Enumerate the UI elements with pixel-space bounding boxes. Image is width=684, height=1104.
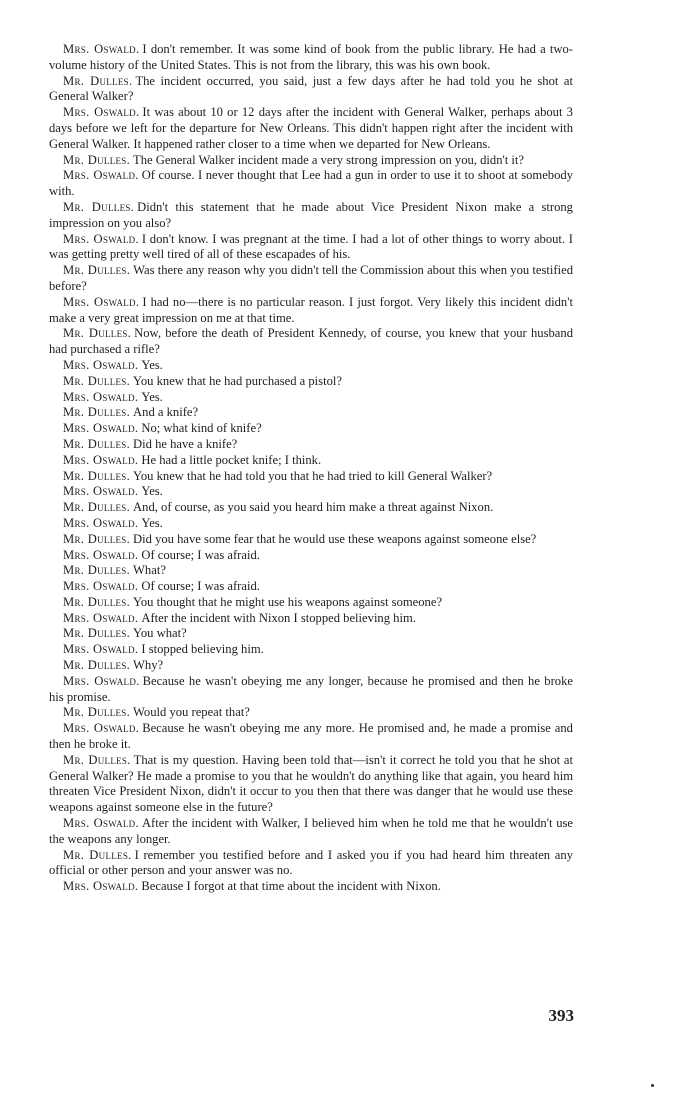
- speaker-name: Mr. Dulles.: [63, 847, 132, 862]
- speaker-name: Mr. Dulles.: [63, 705, 131, 720]
- speaker-name: Mr. Dulles.: [63, 373, 131, 388]
- statement-text: Because he wasn't obeying me any longer, because he promised and then he broke his promise.: [49, 673, 573, 704]
- statement-text: I don't know. I was pregnant at the time. I had a lot of other things to worry about. I was getting pretty well tired of all of these escapades of his.: [49, 231, 573, 262]
- testimony-paragraph: [49, 484, 573, 500]
- statement-text: Was there any reason why you didn't tell the Commission about this when you testified before?: [49, 263, 573, 293]
- statement-text: After the incident with Nixon I stopped believing him.: [141, 610, 416, 625]
- statement-text: Now, before the death of President Kennedy, of course, you knew that your husband had purchased a rifle?: [49, 326, 573, 357]
- speaker-name: Mrs. Oswald.: [63, 357, 139, 372]
- testimony-paragraph: [49, 816, 573, 848]
- statement-text: No; what kind of knife?: [141, 421, 262, 436]
- speaker-name: Mrs. Oswald.: [63, 816, 139, 831]
- testimony-paragraph: [49, 674, 573, 706]
- speaker-name: Mr. Dulles.: [63, 531, 131, 546]
- statement-text: That is my question. Having been told that—isn't it correct he told you that he shot at General Walker? He made a promise to you that he wouldn't do anything like that again, you heard him threaten Vice President Nixon, didn't it occur to you then that there was danger that he would use these weapons against someone else in the future?: [49, 752, 573, 815]
- speaker-name: Mrs. Oswald.: [63, 484, 139, 499]
- speaker-name: Mr. Dulles.: [63, 152, 131, 167]
- statement-text: You knew that he had told you that he had tried to kill General Walker?: [133, 468, 493, 483]
- testimony-paragraph: [49, 658, 573, 674]
- testimony-paragraph: [49, 326, 573, 358]
- statement-text: Yes.: [141, 357, 163, 372]
- speaker-name: Mr. Dulles.: [63, 658, 131, 673]
- statement-text: Did he have a knife?: [133, 436, 238, 451]
- testimony-text: [49, 42, 573, 895]
- statement-text: I don't remember. It was some kind of book from the public library. He had a two-volume history of the United States. This is not from the library, this was his own book.: [49, 42, 573, 72]
- speaker-name: Mr. Dulles.: [63, 563, 131, 578]
- testimony-paragraph: [49, 595, 573, 611]
- statement-text: I stopped believing him.: [141, 642, 264, 657]
- statement-text: And, of course, as you said you heard him make a threat against Nixon.: [133, 500, 494, 515]
- testimony-paragraph: [49, 168, 573, 200]
- statement-text: Of course; I was afraid.: [141, 579, 260, 594]
- testimony-paragraph: [49, 611, 573, 627]
- statement-text: The incident occurred, you said, just a few days after he had told you he shot at General Walker?: [49, 73, 573, 104]
- testimony-paragraph: [49, 626, 573, 642]
- testimony-paragraph: [49, 74, 573, 106]
- testimony-paragraph: [49, 390, 573, 406]
- speaker-name: Mr. Dulles.: [63, 468, 131, 483]
- statement-text: Yes.: [141, 515, 163, 530]
- testimony-paragraph: [49, 548, 573, 564]
- statement-text: Would you repeat that?: [133, 705, 250, 720]
- speaker-name: Mr. Dulles.: [63, 326, 132, 341]
- statement-text: What?: [133, 563, 166, 578]
- testimony-paragraph: [49, 453, 573, 469]
- speaker-name: Mrs. Oswald.: [63, 294, 140, 309]
- statement-text: Of course. I never thought that Lee had a gun in order to use it to shoot at somebody with.: [49, 168, 573, 199]
- testimony-paragraph: [49, 879, 573, 895]
- statement-text: Yes.: [141, 484, 163, 499]
- speaker-name: Mr. Dulles.: [63, 436, 131, 451]
- speaker-name: Mrs. Oswald.: [63, 231, 139, 246]
- testimony-paragraph: [49, 500, 573, 516]
- statement-text: And a knife?: [133, 405, 199, 420]
- statement-text: Of course; I was afraid.: [141, 547, 260, 562]
- statement-text: Because he wasn't obeying me any more. He promised and, he made a promise and then he broke it.: [49, 721, 573, 752]
- testimony-paragraph: [49, 437, 573, 453]
- testimony-paragraph: [49, 358, 573, 374]
- speaker-name: Mrs. Oswald.: [63, 42, 140, 56]
- testimony-paragraph: [49, 374, 573, 390]
- statement-text: It was about 10 or 12 days after the incident with General Walker, perhaps about 3 days before we left for the departure for New Orleans. This didn't happen right after the incident with General Walker. It happened rather closer to a time when we departed for New Orleans.: [49, 105, 573, 151]
- speaker-name: Mrs. Oswald.: [63, 579, 139, 594]
- testimony-paragraph: [49, 295, 573, 327]
- statement-text: I remember you testified before and I asked you if you had heard him threaten any official or other person and your answer was no.: [49, 847, 573, 878]
- testimony-paragraph: [49, 42, 573, 74]
- statement-text: Why?: [133, 658, 164, 673]
- testimony-paragraph: [49, 721, 573, 753]
- testimony-paragraph: [49, 642, 573, 658]
- testimony-paragraph: [49, 563, 573, 579]
- statement-text: After the incident with Walker, I believed him when he told me that he wouldn't use the weapons any longer.: [49, 816, 573, 846]
- statement-text: You knew that he had purchased a pistol?: [133, 373, 342, 388]
- speaker-name: Mrs. Oswald.: [63, 721, 140, 736]
- statement-text: Did you have some fear that he would use these weapons against someone else?: [133, 531, 537, 546]
- speaker-name: Mrs. Oswald.: [63, 515, 139, 530]
- speaker-name: Mrs. Oswald.: [63, 452, 139, 467]
- speaker-name: Mr. Dulles.: [63, 752, 131, 767]
- speaker-name: Mr. Dulles.: [63, 199, 135, 214]
- speaker-name: Mr. Dulles.: [63, 263, 131, 278]
- speaker-name: Mrs. Oswald.: [63, 421, 139, 436]
- speaker-name: Mrs. Oswald.: [63, 673, 140, 688]
- testimony-paragraph: [49, 469, 573, 485]
- testimony-paragraph: [49, 263, 573, 295]
- speaker-name: Mr. Dulles.: [63, 73, 133, 88]
- statement-text: I had no—there is no particular reason. I just forgot. Very likely this incident didn't make a very great impression on me at that time.: [49, 294, 573, 325]
- speaker-name: Mr. Dulles.: [63, 626, 131, 641]
- testimony-paragraph: [49, 705, 573, 721]
- speaker-name: Mrs. Oswald.: [63, 105, 140, 120]
- scan-speck: [651, 1084, 654, 1087]
- speaker-name: Mrs. Oswald.: [63, 389, 139, 404]
- statement-text: He had a little pocket knife; I think.: [141, 452, 322, 467]
- testimony-paragraph: [49, 153, 573, 169]
- testimony-paragraph: [49, 105, 573, 152]
- statement-text: Because I forgot at that time about the incident with Nixon.: [141, 879, 441, 894]
- speaker-name: Mr. Dulles.: [63, 594, 131, 609]
- testimony-paragraph: [49, 200, 573, 232]
- testimony-paragraph: [49, 516, 573, 532]
- statement-text: The General Walker incident made a very strong impression on you, didn't it?: [133, 152, 525, 167]
- page-number: 393: [548, 1006, 574, 1025]
- speaker-name: Mrs. Oswald.: [63, 642, 139, 657]
- testimony-paragraph: [49, 848, 573, 880]
- testimony-paragraph: [49, 753, 573, 816]
- statement-text: You what?: [133, 626, 187, 641]
- testimony-paragraph: [49, 532, 573, 548]
- testimony-paragraph: [49, 405, 573, 421]
- speaker-name: Mrs. Oswald.: [63, 879, 139, 894]
- speaker-name: Mrs. Oswald.: [63, 547, 139, 562]
- speaker-name: Mrs. Oswald.: [63, 610, 139, 625]
- statement-text: You thought that he might use his weapons against someone?: [133, 594, 443, 609]
- statement-text: Didn't this statement that he made about Vice President Nixon make a strong impression on you also?: [49, 199, 573, 230]
- speaker-name: Mrs. Oswald.: [63, 168, 139, 183]
- testimony-paragraph: [49, 421, 573, 437]
- statement-text: Yes.: [141, 389, 163, 404]
- speaker-name: Mr. Dulles.: [63, 500, 131, 515]
- testimony-paragraph: [49, 232, 573, 264]
- testimony-paragraph: [49, 579, 573, 595]
- speaker-name: Mr. Dulles.: [63, 405, 131, 420]
